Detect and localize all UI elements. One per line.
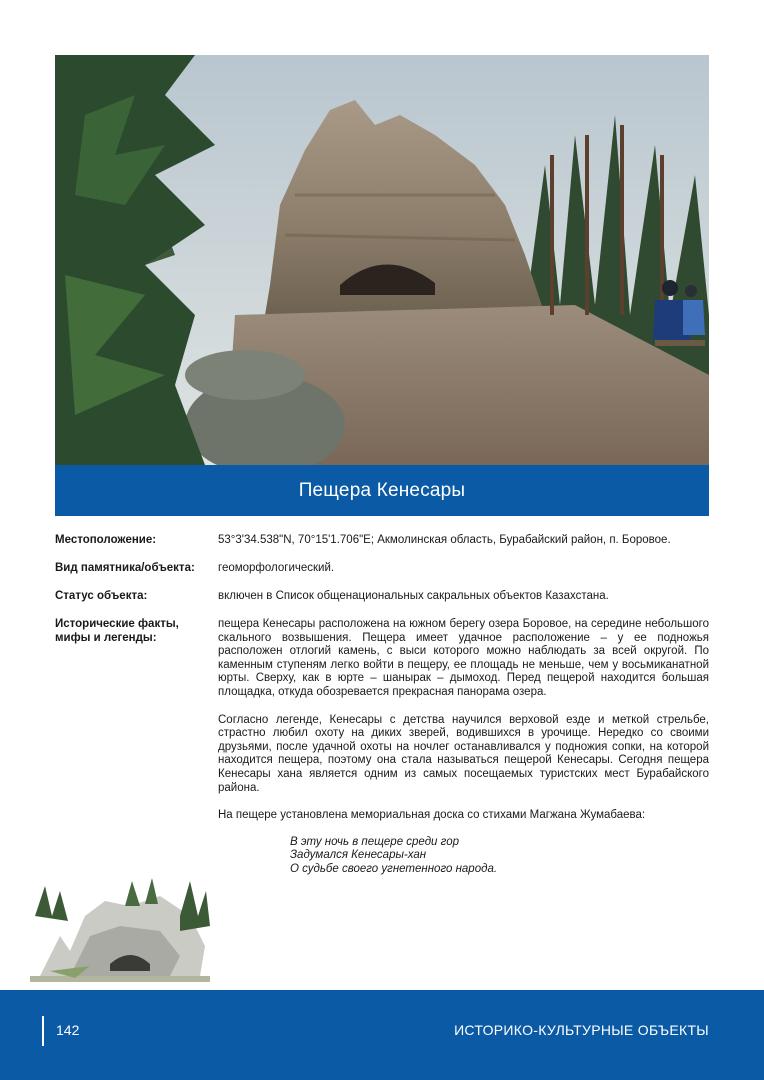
footer-divider — [42, 1016, 44, 1046]
page-title: Пещера Кенесары — [298, 479, 466, 501]
poem-line: Задумался Кенесары-хан — [290, 849, 427, 862]
poem-line: В эту ночь в пещере среди гор — [290, 835, 459, 848]
page-number: 142 — [56, 1022, 80, 1038]
title-bar — [55, 465, 709, 516]
section-title: ИСТОРИКО-КУЛЬТУРНЫЕ ОБЪЕКТЫ — [454, 1022, 709, 1038]
field-label: Вид памятника/объекта: — [55, 562, 195, 574]
history-text — [218, 618, 709, 877]
field-value: 53°3'34.538"N, 70°15'1.706"E; Акмолинская область, Бурабайский район, п. Боровое. — [218, 534, 671, 546]
rock-cave-sketch — [30, 876, 210, 984]
history-paragraph: пещера Кенесары расположена на южном берегу озера Боровое, на середине небольшого скального возвышения. Пещера имеет удачное расположение – у ее подножья расположен отлогий камень, с выси которого можно наблюдать за всей округой. По каменным ступеням легко войти в пещеру, ее площадь не меньше, чем у восьмиканатной юрты. Сверху, как в юрте – шанырак – дымоход. Перед пещерой находится большая площадка, откуда обозревается прекрасная панорама озера. — [218, 618, 709, 698]
field-value: включен в Список общенациональных сакральных объектов Казахстана. — [218, 590, 609, 602]
poem-line: О судьбе своего угнетенного народа. — [290, 862, 498, 875]
field-label: Местоположение: — [55, 534, 157, 546]
rock-cave-photo — [55, 55, 709, 465]
sketch-illustration — [30, 876, 210, 984]
field-value: геоморфологический. — [218, 562, 335, 574]
poem — [290, 836, 709, 877]
hero-photo — [55, 55, 709, 465]
field-label: Статус объекта: — [55, 590, 148, 602]
history-paragraph: Согласно легенде, Кенесары с детства научился верховой езде и меткой стрельбе, страстно любил охоту на диких зверей, водившихся в урочище. Нередко со своими друзьями, после удачной охоты на ночлег останавливался у подножия сопки, на которой находится пещера, поэтому она стала называться пещерой Кенесары. Сегодня пещера Кенесары хана является одним из самых посещаемых туристских мест Бурабайского района. — [218, 713, 709, 794]
history-paragraph: На пещере установлена мемориальная доска со стихами Магжана Жумабаева: — [218, 809, 646, 822]
page-footer — [0, 990, 764, 1080]
field-label: Исторические факты, мифы и легенды: — [55, 618, 179, 644]
